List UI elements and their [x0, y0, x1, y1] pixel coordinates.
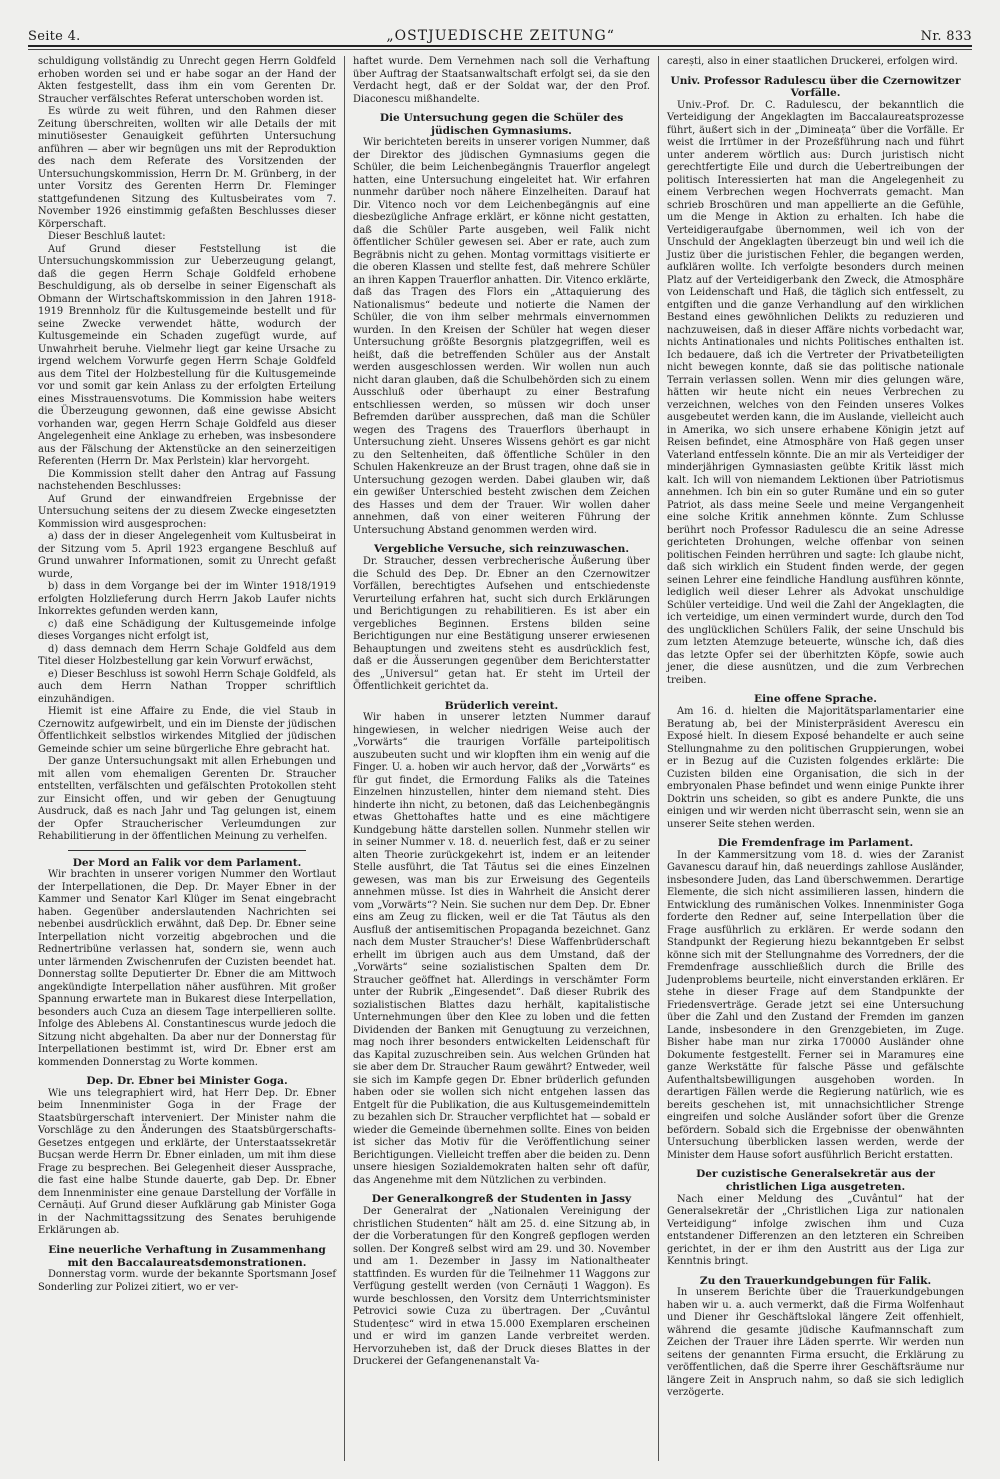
headline: Univ. Professor Radulescu über die Czernowitzer Vorfälle. — [670, 74, 961, 100]
paragraph: carești, also in einer staatlichen Druckerei, erfolgen wird. — [667, 56, 958, 67]
headline: Die Fremdenfrage im Parlament. — [717, 837, 914, 850]
masthead-rule-thin — [28, 49, 972, 50]
headline: Eine offene Sprache. — [754, 693, 877, 706]
column-2 — [344, 56, 658, 1461]
paragraph: Hiemit ist eine Affaire zu Ende, die viel Staub in Czernowitz aufgewirbelt, und ein im Dienste der jüdischen Öffentlichkeit selbstlos wirkendes Mitglied der jüdischen Gemeinde schier um seine bürgerliche Ehre gebracht hat. — [38, 706, 336, 755]
paragraph: Der ganze Untersuchungsakt mit allen Erhebungen und mit allen vom ehemaligen Gerenten Dr. Straucher entstellten, verfälschten und gefälschten Protokollen steht zur Einsicht offen, und wir geben der Genugtuung Ausdruck, daß es nach Jahr und Tag gelungen ist, einem der Opfer Straucherischer Verleumdungen zur Rehabilitierung in der öffentlichen Meinung zu verhelfen. — [38, 756, 336, 842]
headline: Der cuzistische Generalsekretär aus der christlichen Liga ausgetreten. — [696, 1168, 935, 1194]
paragraph: schuldigung vollständig zu Unrecht gegen Herrn Goldfeld erhoben worden sei und er habe sogar an der Hand der Akten festgestellt, dass ihm ein vom Gerenten Dr. Straucher verfälschtes Referat unterschoben worden ist. — [38, 56, 336, 105]
paragraph: Der Generalrat der „Nationalen Vereinigung der christlichen Studenten“ hält am 25. d. eine Sitzung ab, in der die Vorberatungen für den Kongreß gepflogen werden sollen. Der Kongreß selbst wird am 29. und 30. November und am 1. Dezember in Jassy im Nationaltheater stattfinden. Es wurden für die Teilnehmer 11 Waggons zur Verfügung gestellt werden (von Cernăuți 1 Waggon). Es wurde beschlossen, den Vorsitz dem Unterrichtsminister Petrovici sowie Cuza zu übertragen. Der „Cuvântul Studențesc“ wird in etwa 15.000 Exemplaren erscheinen und er wird im ganzen Lande verbreitet werden. Hervorzuheben ist, daß der Druck dieses Blattes in der Druckerei der Gefangenenanstalt Va- — [353, 1206, 650, 1368]
paragraph: c) daß eine Schädigung der Kultusgemeinde infolge dieses Vorganges nicht erfolgt ist, — [38, 618, 336, 642]
headline: Vergebliche Versuche, sich reinzuwaschen. — [373, 543, 630, 556]
issue-number: Nr. 833 — [920, 29, 972, 44]
paragraph: Dieser Beschluß lautet: — [48, 231, 166, 242]
paragraph: d) dass demnach dem Herrn Schaje Goldfeld aus dem Titel dieser Holzbestellung gar kein Vorwurf erwächst, — [38, 643, 336, 667]
column-1 — [30, 56, 344, 1461]
headline: Eine neuerliche Verhaftung in Zusammenhang mit den Baccalaureatsdemonstrationen. — [48, 1243, 326, 1269]
paragraph: b) dass in dem Vorgange bei der im Winter 1918/1919 erfolgten Holzlieferung durch Herrn Jakob Laufer nichts Inkorrektes gefunden werden kann, — [38, 581, 336, 617]
headline: Der Generalkongreß der Studenten in Jassy — [371, 1193, 632, 1206]
headline: Dep. Dr. Ebner bei Minister Goga. — [86, 1075, 288, 1088]
paragraph: Auf Grund der einwandfreien Ergebnisse der Untersuchung seitens der zu diesem Zwecke eingesetzten Kommission wird ausgesprochen: — [38, 493, 336, 530]
column-3 — [658, 56, 972, 1461]
headline: Der Mord an Falik vor dem Parlament. — [72, 856, 302, 869]
paragraph: In unserem Berichte über die Trauerkundgebungen haben wir u. a. auch vermerkt, daß die Firma Wolfenhaut und Diener ihr Geschäftslokal längere Zeit offenhielt, während die gesamte jüdische Kaufmannschaft zum Zeichen der Trauer ihre Läden sperrte. Wir werden nun seitens der genannten Firma ersucht, die Erklärung zu veröffentlichen, daß die Sperre ihrer Geschäftsräume nur längere Zeit in Anspruch nahm, so daß sie sich lediglich verzögerte. — [667, 1287, 964, 1399]
paragraph: Auf Grund dieser Feststellung ist die Untersuchungskommission zur Ueberzeugung gelangt, daß die gegen Herrn Schaje Goldfeld erhobene Beschuldigung, als ob derselbe in seiner Eigenschaft als Obmann der Wirtschaftskommission in den Jahren 1918-1919 Brennholz für die Kultusgemeinde bestellt und für seine Zwecke verwendet hätte, wodurch der Kultusgemeinde ein Schaden zugefügt wurde, auf Unwahrheit beruhe. Vielmehr liegt gar keine Ursache zu irgend welchem Vorwurfe gegen Herrn Schaje Goldfeld aus dem Titel der Holzbestellung für die Kultusgemeinde vor und somit gar kein Anlass zu der erfolgten Erteilung eines Misstrauensvotums. Die Kommission habe weiters die Überzeugung gewonnen, daß eine gewisse Absicht vorhanden war, gegen Herrn Schaje Goldfeld aus dieser Angelegenheit eine Anklage zu erheben, was insbesondere aus der Fälschung der Aktenstücke an den seinerzeitigen Referenten (Herrn Dr. Max Perlstein) klar hervorgeht. — [38, 243, 336, 467]
headline: Zu den Trauerkundgebungen für Falik. — [699, 1274, 932, 1287]
page-number: Seite 4. — [28, 29, 81, 44]
columns — [30, 56, 972, 1461]
paragraph: Wie uns telegraphiert wird, hat Herr Dep. Dr. Ebner beim Innenminister Goga in der Frage der Staatsbürgerschaft interveniert. Der Minister nahm die Vorschläge zu den Änderungen des Staatsbürgerschafts-Gesetzes entgegen und erklärte, der Unterstaatssekretär Bucșan werde Herrn Dr. Ebner einladen, um mit ihm diese Frage zu besprechen. Bei Gelegenheit dieser Aussprache, die fast eine halbe Stunde dauerte, gab Dep. Dr. Ebner dem Innenminister eine genaue Darstellung der Vorfälle in Cernăuți. Auf Grund dieser Aufklärung gab Minister Goga in der Nachmittagssitzung des Senates beruhigende Erklärungen ab. — [38, 1087, 336, 1237]
headline: Brüderlich vereint. — [444, 699, 559, 712]
paragraph: Donnerstag vorm. wurde der bekannte Sportsmann Josef Sonderling zur Polizei zitiert, wo er ver- — [38, 1269, 336, 1293]
masthead-rule — [28, 45, 972, 47]
paragraph: Wir brachten in unserer vorigen Nummer den Wortlaut der Interpellationen, die Dep. Dr. Mayer Ebner in der Kammer und Senator Karl Klüger im Senat eingebracht haben. Gegenüber anderslautenden Nachrichten sei nebenbei ausdrücklich erwähnt, daß Dep. Dr. Ebner seine Interpellation nicht vorzeitig abgebrochen und die Rednertribüne verlassen hat, sondern sie, wenn auch unter lärmenden Zwischenrufen der Cuzisten beendet hat. Donnerstag sollte Deputierter Dr. Ebner die am Mittwoch angekündigte Interpellation näher ausführen. Mit großer Spannung erwartete man in Bukarest diese Interpellation, besonders auch Cuza an diesem Tage interpellieren sollte. Infolge des Ablebens Al. Constantinescus wurde jedoch die Sitzung nicht abgehalten. Da aber nur der Donnerstag für Interpellationen bestimmt ist, wird Dr. Ebner erst am kommenden Donnerstag zu Worte kommen. — [38, 869, 336, 1068]
paragraph: Dr. Straucher, dessen verbrecherische Äußerung über die Schuld des Dep. Dr. Ebner an den Czernowitzer Vorfällen, berechtigtes Aufsehen und entschiedenste Verurteilung erfahren hat, sucht sich durch Erklärungen und Berichtigungen zu rehabilitieren. Es ist aber ein vergebliches Beginnen. Erstens bilden seine Berichtigungen nur eine Bestätigung unserer erwiesenen Behauptungen und zweitens steht es ausdrücklich fest, daß er die Äusserungen gegenüber dem Berichterstatter des „Universul“ getan hat. Er steht im Urteil der Öffentlichkeit gerichtet da. — [353, 556, 650, 693]
paragraph: Die Kommission stellt daher den Antrag auf Fassung nachstehenden Beschlusses: — [38, 468, 336, 492]
paragraph: e) Dieser Beschluss ist sowohl Herrn Schaje Goldfeld, als auch dem Herrn Nathan Tropper schriftlich einzuhändigen. — [38, 668, 336, 705]
headline: Die Untersuchung gegen die Schüler des jüdischen Gymnasiums. — [379, 112, 624, 137]
paragraph: In der Kammersitzung vom 18. d. wies der Zaranist Gavanescu darauf hin, daß neuerdings zahllose Ausländer, insbesondere Juden, das Land überschwemmen. Derartige Elemente, die sich nicht assimilieren lassen, hindern die Entwicklung des rumänischen Volkes. Innenminister Goga forderte den Redner auf, seine Interpellation über die Frage ausführlich zu erklären. Er werde sodann den Standpunkt der Regierung hiezu bekanntgeben Er selbst könne sich mit der Stellungnahme des Vorredners, der die Fremdenfrage ausschließlich durch die Brille des Judenproblems beurteile, nicht einverstanden erklären. Er stehe in dieser Frage auf dem Standpunkte der Friedensverträge. Gerade jetzt sei eine Untersuchung über die Zahl und den Zustand der Fremden im ganzen Lande, insbesondere in den Grenzgebieten, im Zuge. Bisher habe man nur zirka 170000 Ausländer ohne Dokumente festgestellt. Ferner sei in Maramureș eine ganze Werkstätte für falsche Pässe und gefälschte Aufenthaltsbewilligungen ausgehoben worden. In derartigen Fällen werde die Regierung natürlich, wie es bereits geschehen ist, mit unnachsichtlicher Strenge eingreifen und solche Ausländer sofort über die Grenze befördern. Sobald sich die Ergebnisse der obenwähnten Untersuchung überblicken lassen werden, werde der Minister dem Hause sofort ausführlich Bericht erstatten. — [667, 849, 964, 1161]
masthead — [28, 18, 972, 44]
paragraph: a) dass der in dieser Angelegenheit vom Kultusbeirat in der Sitzung vom 5. April 1923 ergangene Beschluß auf Grund unwahrer Informationen, somit zu Unrecht gefaßt wurde, — [38, 531, 336, 580]
article-separator — [68, 850, 306, 851]
paragraph: Nach einer Meldung des „Cuvântul“ hat der Generalsekretär der „Christlichen Liga zur nationalen Verteidigung“ infolge zwischen ihm und Cuza entstandener Differenzen an den letzteren ein Schreiben gerichtet, in der er ihm den Austritt aus der Liga zur Kenntnis bringt. — [667, 1193, 964, 1268]
paragraph: Wir berichteten bereits in unserer vorigen Nummer, daß der Direktor des jüdischen Gymnasiums gegen die Schüler, die beim Leichenbegängnis Trauerflor angelegt hatten, eine Untersuchung eingeleitet hat. Wir erfahren nunmehr darüber noch nähere Einzelheiten. Darauf hat Dir. Vitenco noch vor dem Leichenbegängnis auf eine diesbezügliche Anfrage erklärt, er könne nicht gestatten, daß die Schüler Parte ausgeben, weil Falik nicht öffentlicher Schüler gewesen sei. Aber er rate, auch zum Begräbnis nicht zu gehen. Montag vormittags visitierte er die oberen Klassen und stellte fest, daß mehrere Schüler an ihren Kappen Trauerflor anhatten. Dir. Vitenco erklärte, daß das Tragen des Flors ein „Attaquierung des Nationalismus“ bedeute und notierte die Namen der Schüler, die von ihm selber mehrmals einvernommen wurden. In den Kreisen der Schüler hat wegen dieser Untersuchung größte Besorgnis platzgegriffen, weil es heißt, daß die betreffenden Schüler aus der Anstalt werden ausgeschlossen werden. Wir wollen nun auch nicht daran glauben, daß die Schulbehörden sich zu einem Ausschluß oder überhaupt zu einer Bestrafung entschliessen werden, so müssen wir doch unser Befremden darüber aussprechen, daß man die Schüler wegen des Tragens des Trauerflors überhaupt in Untersuchung zieht. Unseres Wissens gehört es gar nicht zu den Seltenheiten, daß öffentliche Schüler in den Schulen Hakenkreuze an der Brust tragen, ohne daß sie in Untersuchung gezogen werden. Dabei glauben wir, daß ein gewißer Unterschied besteht zwischen dem Zeichen des Hasses und dem der Trauer. Wir wollen daher annehmen, daß von einer weiteren Führung der Untersuchung Abstand genommen werden wird. — [353, 137, 650, 536]
newspaper-title: „OSTJUEDISCHE ZEITUNG“ — [386, 28, 615, 44]
paragraph: Es würde zu weit führen, und den Rahmen dieser Zeitung überschreiten, wollten wir alle Details der mit minutiösester Genauigkeit geführten Untersuchung anführen — aber wir begnügen uns mit der Reproduktion des nach dem Referate des Vorsitzenden der Untersuchungskommission, Herrn Dr. M. Grünberg, in der unter Vorsitz des Gerenten Herrn Dr. Fleminger stattgefundenen Sitzung des Kultusbeirates vom 7. November 1926 einstimmig gefaßten Beschlusses dieser Körperschaft. — [38, 106, 336, 230]
paragraph: Wir haben in unserer letzten Nummer darauf hingewiesen, in welcher niedrigen Weise auch der „Vorwärts“ die traurigen Vorfälle parteipolitisch auszubeuten sucht und wir klopften ihm ein wenig auf die Finger. U. a. hoben wir auch hervor, daß der „Vorwärts“ es für gut findet, die Ermordung Faliks als die Tateines Einzelnen hinzustellen, hinter dem niemand steht. Dies hinderte ihn nicht, zu betonen, daß das Leichenbegängnis etwas Ghettohaftes hatte und es eine mächtigere Kundgebung hätte darstellen sollen. Nunmehr stellen wir in seiner Nummer v. 18. d. neuerlich fest, daß er zu seiner alten Theorie zurückgekehrt ist, indem er an leitender Stelle ausführt, die Tat Tăutus sei die eines Einzelnen gewesen, was man bis zur Erweisung des Gegenteils annehmen müsse. Ist dies in Wahrheit die Ansicht derer vom „Vorwärts“? Nein. Sie suchen nur dem Dep. Dr. Ebner eins am Zeug zu flicken, weil er die Tat Tăutus als den Ausfluß der antisemitischen Propaganda bezeichnet. Ganz nach dem Muster Straucher's! Diese Waffenbrüderschaft erhellt im übrigen auch aus dem Umstand, daß der „Vorwärts“ seine sozialistischen Spalten dem Dr. Straucher geöffnet hat. Allerdings in verschämter Form unter der Rubrik „Eingesendet“. Daß dieser Rubrik des sozialistischen Blattes dazu herhält, kapitalistische Unternehmungen über den Klee zu loben und die fetten Dividenden der Banken mit Genugtuung zu verzeichnen, mag noch ihrer besonders entwickelten Leidenschaft für das Kapital zuzuschreiben sein. Aus welchen Gründen hat sie aber dem Dr. Straucher Raum gewährt? Entweder, weil sie sich im Kampfe gegen Dr. Ebner brüderlich gefunden haben oder sie wollen sich nicht entgehen lassen das Entgelt für die Publikation, die aus Kultusgemeindemitteln zu bezahlen sich Dr. Straucher verpflichtet hat — sobald er wieder die Gemeinde übernehmen sollte. Eines von beiden ist sicher das Motiv für die Veröffentlichung seiner Berichtigungen. Vielleicht treffen aber die beiden zu. Denn unsere hiesigen Sozialdemokraten halten sehr oft dafür, das Angenehme mit dem Nützlichen zu verbinden. — [353, 712, 650, 1186]
paragraph: Am 16. d. hielten die Majoritätsparlamentarier eine Beratung ab, bei der Ministerpräsident Averescu ein Exposé hielt. In diesem Exposé behandelte er auch seine Stellungnahme zu den politischen Gruppierungen, wobei er in Bezug auf die Cuzisten folgendes erklärte: Die Cuzisten bilden eine Organisation, die sich in der embryonalen Phase befindet und wenn einige Punkte ihrer Doktrin uns scheiden, so gibt es andere Punkte, die uns einigen und wir werden nicht überrascht sein, wenn sie an unserer Seite stehen werden. — [667, 706, 964, 830]
paragraph: haftet wurde. Dem Vernehmen nach soll die Verhaftung über Auftrag der Staatsanwaltschaft erfolgt sei, da sie den Verdacht hegt, daß er der Soldat war, der den Prof. Diaconescu mißhandelte. — [353, 56, 650, 105]
paragraph: Univ.-Prof. Dr. C. Radulescu, der bekanntlich die Verteidigung der Angeklagten im Baccalaureatsprozesse führt, äußert sich in der „Dimineața“ über die Vorfälle. Er weist die Irrtümer in der Prozeßführung nach und führt unter anderem wörtlich aus: Durch juristisch nicht gerechtfertigte Eile und durch die Uebertreibungen der politisch Interessierten hat man die Angelegenheit zu einem Verbrechen wegen Hochverrats gemacht. Man schrieb Broschüren und man appellierte an die Gefühle, um die Menge in Aktion zu erhalten. Ich habe die Verteidigeraufgabe übernommen, weil ich von der Unschuld der Angeklagten überzeugt bin und weil ich die Justiz über die juristischen Fehler, die begangen werden, aufklären wollte. Ich verfolgte besonders durch meinen Platz auf der Verteidigerbank den Zweck, die Atmosphäre von Leidenschaft und Haß, die täglich sich entfesselt, zu entgiften und die ganze Verhandlung auf den wirklichen Bestand eines gewöhnlichen Delikts zu reduzieren und nachzuweisen, daß in dieser Affäre nichts vorbedacht war, nichts Antinationales und nichts Politisches enthalten ist. Ich bedauere, daß ich die Vertreter der Privatbeteiligten nicht bewegen konnte, daß sie das politische nationale Terrain verlassen sollen. Wenn mir dies gelungen wäre, hätten wir heute nicht ein neues Verbrechen zu verzeichnen, welches von den Feinden unseres Volkes ausgebeutet werden kann, die im Auslande, vielleicht auch in Amerika, wo sich unsere erhabene Königin jetzt auf Reisen befindet, eine Atmosphäre von Haß gegen unser Vaterland entfesseln könnte. Die an mir als Verteidiger der minderjährigen Gymnasiasten geübte Kritik lässt mich kalt. Ich will von niemandem Lektionen über Patriotismus annehmen. Ich bin ein so guter Rumäne und ein so guter Patriot, als dass meine Seele und meine Vergangenheit eine solche Kritik annehmen könnte. Zum Schlusse berührt noch Professor Radulescu die an seine Adresse gerichteten Drohungen, welche offenbar von seinen politischen Feinden herrühren und sagte: Ich glaube nicht, daß sich wirklich ein Student finden werde, der gegen seinen Lehrer eine feindliche Handlung ausführen könnte, lediglich weil dieser Lehrer als Advokat unschuldige Schüler verteidige. Und weil die Zahl der Angeklagten, die ich verteidige, um einen vermindert wurde, durch den Tod des unglücklichen Schülers Falik, der seine Unschuld bis zum letzten Atemzuge beteuerte, wünsche ich, daß dies das letzte Opfer sei der überhitzten Köpfe, sowie auch jener, die diese ausnützen, und die zum Verbrechen treiben. — [667, 99, 964, 686]
